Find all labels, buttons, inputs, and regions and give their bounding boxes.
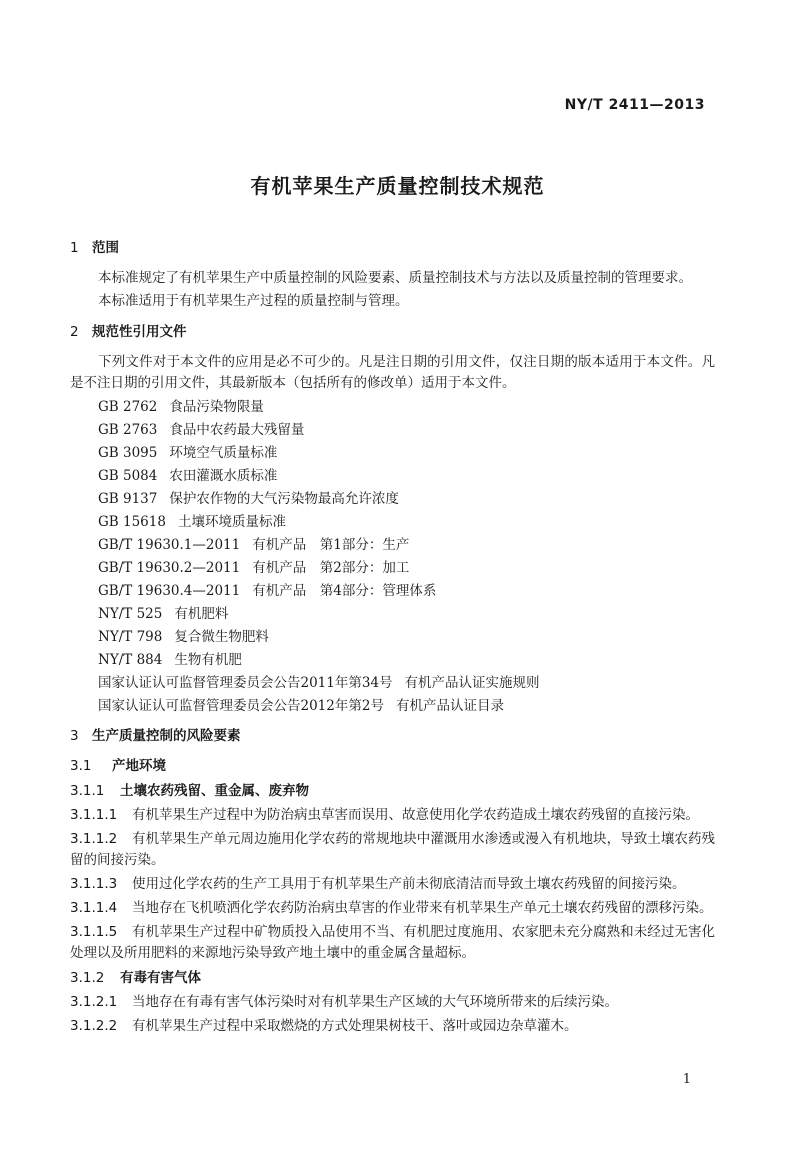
- reference-code: GB 9137: [98, 491, 158, 507]
- reference-name: 有机产品认证目录: [395, 698, 504, 714]
- section-3-1-1-heading: [70, 781, 715, 802]
- scope-paragraph-1: 本标准规定了有机苹果生产中质量控制的风险要素、质量控制技术与方法以及质量控制的管理要求。: [98, 270, 692, 286]
- reference-name: 环境空气质量标准: [169, 445, 278, 461]
- reference-item: [70, 534, 715, 557]
- reference-item: [70, 511, 715, 534]
- clause: [70, 898, 715, 919]
- section-3-heading: [70, 726, 715, 747]
- document-body: [70, 232, 715, 1040]
- reference-name: 复合微生物肥料: [174, 629, 269, 645]
- reference-item: [70, 396, 715, 419]
- clause-number: 3.1.1.3: [70, 876, 118, 892]
- clause: [70, 874, 715, 895]
- reference-code: GB/T 19630.1—2011: [98, 537, 241, 553]
- section-1-heading: [70, 238, 715, 259]
- reference-name: 有机产品 第2部分：加工: [252, 560, 410, 576]
- reference-item: [70, 419, 715, 442]
- section-3-1-heading: [70, 756, 715, 777]
- subsection-title: 有毒有害气体: [120, 970, 201, 986]
- subsection-number: 3.1.2: [70, 970, 105, 986]
- reference-code: GB/T 19630.2—2011: [98, 560, 241, 576]
- document-title: 有机苹果生产质量控制技术规范: [250, 174, 545, 198]
- section-title: 规范性引用文件: [92, 324, 187, 340]
- reference-name: 有机产品 第4部分：管理体系: [252, 583, 437, 599]
- reference-name: 有机产品认证实施规则: [404, 675, 540, 691]
- reference-name: 土壤环境质量标准: [177, 514, 286, 530]
- section-3-1-2-heading: [70, 968, 715, 989]
- clause-text: 有机苹果生产过程中矿物质投入品使用不当、有机肥过度施用、农家肥未充分腐熟和未经过无害化处理以及所用肥料的来源地污染导致产地土壤中的重金属含量超标。: [70, 924, 715, 961]
- clause: [70, 829, 715, 871]
- page-number: 1: [682, 1072, 691, 1087]
- clause-number: 3.1.1.4: [70, 900, 118, 916]
- reference-code: GB 2763: [98, 422, 158, 438]
- clause-number: 3.1.2.1: [70, 994, 118, 1010]
- reference-item: [70, 465, 715, 488]
- reference-name: 农田灌溉水质标准: [169, 468, 278, 484]
- clause-number: 3.1.1.5: [70, 924, 118, 940]
- reference-code: GB 5084: [98, 468, 158, 484]
- clause: [70, 805, 715, 826]
- reference-code: 国家认证认可监督管理委员会公告2011年第34号: [98, 675, 393, 691]
- reference-name: 生物有机肥: [174, 652, 242, 668]
- clause-text: 有机苹果生产单元周边施用化学农药的常规地块中灌溉用水渗透或漫入有机地块，导致土壤农药残留的间接污染。: [70, 831, 715, 868]
- standard-code: NY/T 2411—2013: [564, 97, 705, 113]
- reference-item: [70, 580, 715, 603]
- reference-code: GB/T 19630.4—2011: [98, 583, 241, 599]
- reference-code: GB 2762: [98, 399, 158, 415]
- clause-text: 有机苹果生产过程中为防治病虫草害而误用、故意使用化学农药造成土壤农药残留的直接污染。: [132, 807, 699, 823]
- clause-text: 当地存在有毒有害气体污染时对有机苹果生产区域的大气环境所带来的后续污染。: [132, 994, 618, 1010]
- section-2-heading: [70, 322, 715, 343]
- reference-code: NY/T 525: [98, 606, 163, 622]
- reference-item: [70, 603, 715, 626]
- clause: [70, 922, 715, 964]
- reference-item: [70, 442, 715, 465]
- reference-name: 有机产品 第1部分：生产: [252, 537, 410, 553]
- reference-name: 保护农作物的大气污染物最高允许浓度: [169, 491, 399, 507]
- reference-code: 国家认证认可监督管理委员会公告2012年第2号: [98, 698, 384, 714]
- clause: [70, 1016, 715, 1037]
- subsection-number: 3.1.1: [70, 783, 105, 799]
- reference-item: [70, 649, 715, 672]
- clause-number: 3.1.2.2: [70, 1018, 118, 1034]
- reference-item: [70, 695, 715, 718]
- reference-code: GB 15618: [98, 514, 166, 530]
- scope-paragraph-2: 本标准适用于有机苹果生产过程的质量控制与管理。: [98, 293, 409, 309]
- references-intro: 下列文件对于本文件的应用是必不可少的。凡是注日期的引用文件，仅注日期的版本适用于本文件。凡是不注日期的引用文件，其最新版本（包括所有的修改单）适用于本文件。: [70, 354, 715, 391]
- clause-number: 3.1.1.1: [70, 807, 118, 823]
- clause-text: 有机苹果生产过程中采取燃烧的方式处理果树枝干、落叶或园边杂草灌木。: [132, 1018, 578, 1034]
- section-title: 生产质量控制的风险要素: [92, 728, 241, 744]
- reference-code: NY/T 798: [98, 629, 163, 645]
- clause-text: 当地存在飞机喷洒化学农药防治病虫草害的作业带来有机苹果生产单元土壤农药残留的漂移污染。: [132, 900, 713, 916]
- clause-number: 3.1.1.2: [70, 831, 118, 847]
- section-title: 范围: [92, 240, 119, 256]
- section-number: 3: [70, 728, 79, 744]
- subsection-title: 土壤农药残留、重金属、废弃物: [120, 783, 309, 799]
- reference-item: [70, 626, 715, 649]
- reference-item: [70, 672, 715, 695]
- reference-name: 食品中农药最大残留量: [169, 422, 305, 438]
- clause-text: 使用过化学农药的生产工具用于有机苹果生产前未彻底清洁而导致土壤农药残留的间接污染。: [132, 876, 686, 892]
- reference-name: 食品污染物限量: [169, 399, 264, 415]
- reference-code: GB 3095: [98, 445, 158, 461]
- reference-code: NY/T 884: [98, 652, 163, 668]
- section-number: 1: [70, 240, 79, 256]
- subsection-title: 产地环境: [112, 758, 166, 774]
- clause: [70, 992, 715, 1013]
- reference-list: [70, 396, 715, 718]
- reference-item: [70, 557, 715, 580]
- reference-name: 有机肥料: [174, 606, 229, 622]
- subsection-number: 3.1: [70, 758, 92, 774]
- reference-item: [70, 488, 715, 511]
- section-number: 2: [70, 324, 79, 340]
